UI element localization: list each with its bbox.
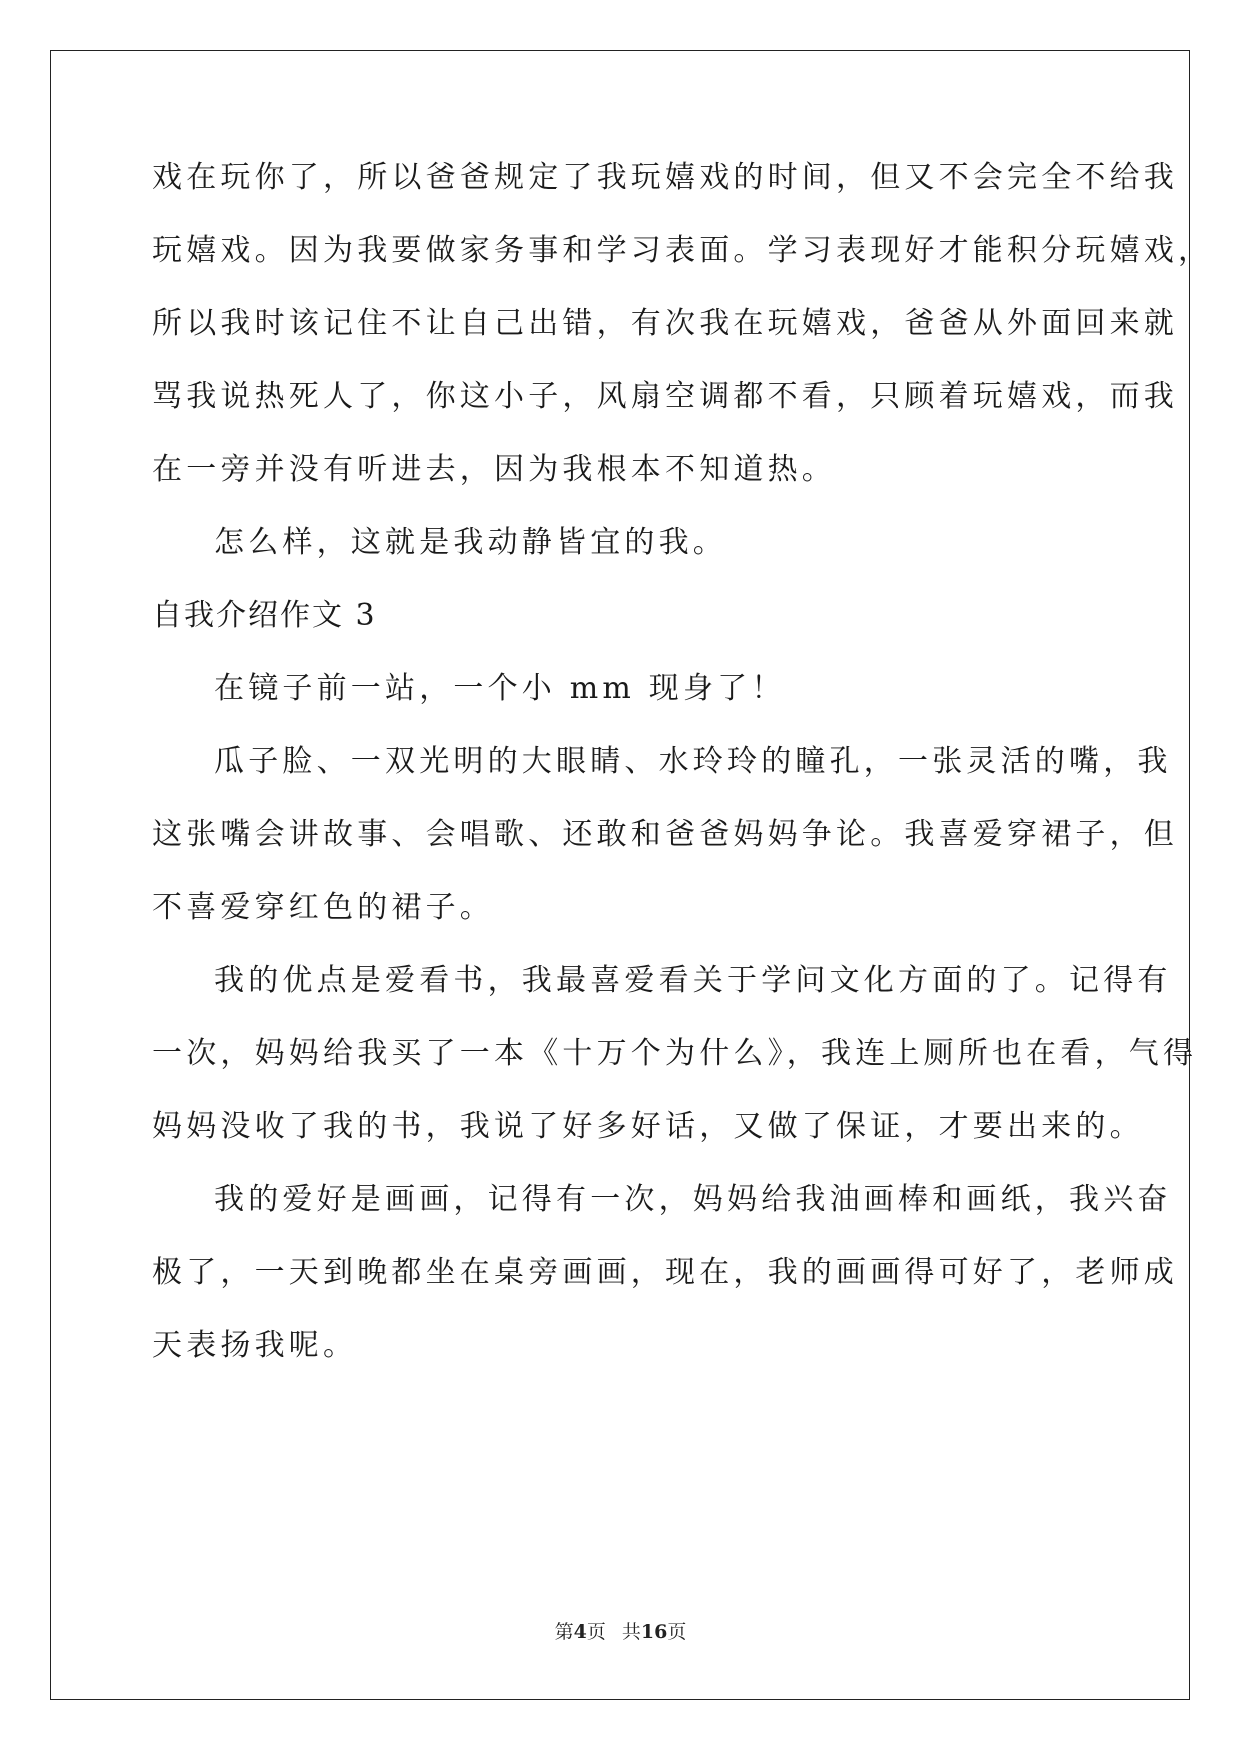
total-pages-label: 共16页 <box>621 1621 687 1643</box>
body-line: 极了，一天到晚都坐在桌旁画画，现在，我的画画得可好了，老师成 <box>152 1255 1178 1290</box>
body-line: 我的优点是爱看书，我最喜爱看关于学问文化方面的了。记得有 <box>214 963 1172 998</box>
body-line: 所以我时该记住不让自己出错，有次我在玩嬉戏，爸爸从外面回来就 <box>152 306 1178 341</box>
page-footer <box>0 1620 1241 1644</box>
page-number-label: 第4页 <box>554 1621 606 1643</box>
body-line: 一次，妈妈给我买了一本《十万个为什么》，我连上厕所也在看，气得 <box>152 1036 1198 1071</box>
body-line: 骂我说热死人了，你这小子，风扇空调都不看，只顾着玩嬉戏，而我 <box>152 379 1178 414</box>
section-heading: 自我介绍作文 3 <box>152 598 377 633</box>
body-line: 我的爱好是画画，记得有一次，妈妈给我油画棒和画纸，我兴奋 <box>214 1182 1172 1217</box>
page-frame <box>50 50 1190 1700</box>
body-line: 瓜子脸、一双光明的大眼睛、水玲玲的瞳孔，一张灵活的嘴，我 <box>214 744 1172 779</box>
body-line: 玩嬉戏。因为我要做家务事和学习表面。学习表现好才能积分玩嬉戏， <box>152 233 1213 268</box>
body-line: 在镜子前一站，一个小 mm 现身了！ <box>214 671 786 706</box>
body-line: 这张嘴会讲故事、会唱歌、还敢和爸爸妈妈争论。我喜爱穿裙子，但 <box>152 817 1178 852</box>
body-line: 戏在玩你了，所以爸爸规定了我玩嬉戏的时间，但又不会完全不给我 <box>152 160 1178 195</box>
body-line: 天表扬我呢。 <box>152 1328 358 1363</box>
body-line: 不喜爱穿红色的裙子。 <box>152 890 494 925</box>
body-line: 妈妈没收了我的书，我说了好多好话，又做了保证，才要出来的。 <box>152 1109 1144 1144</box>
body-line: 怎么样，这就是我动静皆宜的我。 <box>214 525 727 560</box>
body-line: 在一旁并没有听进去，因为我根本不知道热。 <box>152 452 836 487</box>
